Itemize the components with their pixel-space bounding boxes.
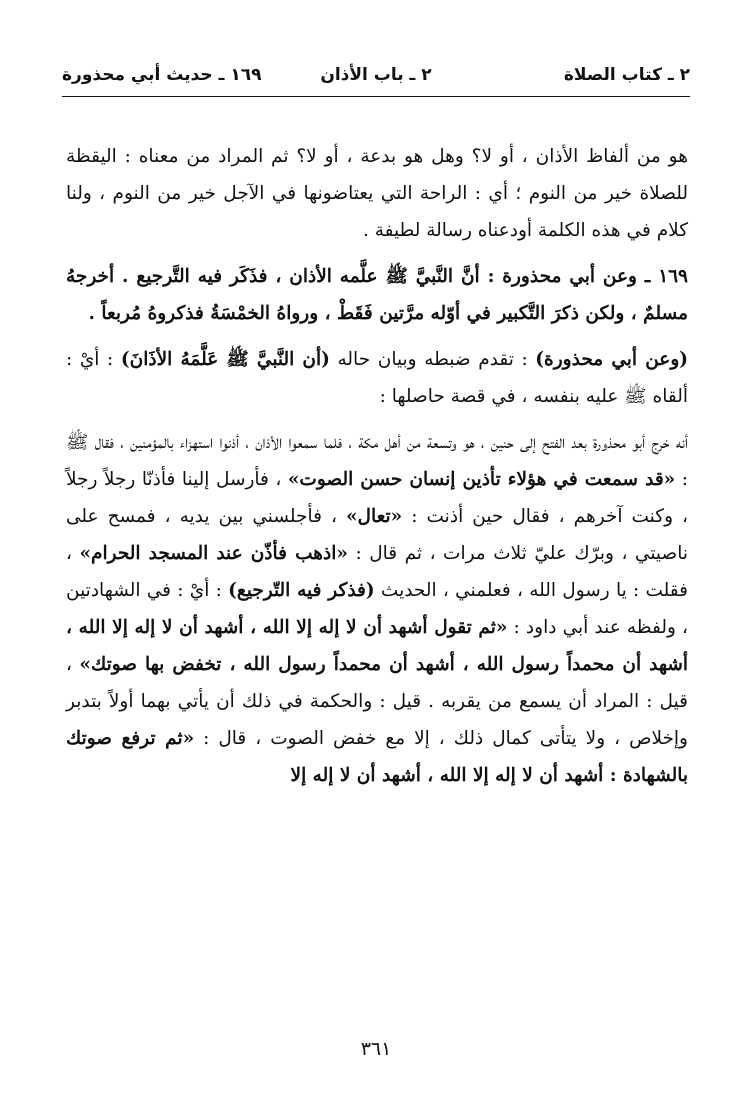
quoted-saying: «تعال»	[345, 506, 403, 527]
story-text: ، فأجلسني بين يديه ، فمسح على ناصيتي ، وبرّك عليّ ثلاث مرات ، ثم قال :	[66, 506, 689, 564]
quoted-matn: (فذكر فيه التّرجيع)	[228, 580, 375, 601]
story-text: : أيْ : في الشهادتين ، ولفظه عند أبي داود :	[66, 580, 688, 638]
quoted-saying: «قد سمعت في هؤلاء تأذين إنسان حسن الصوت»	[287, 469, 676, 490]
paragraph-story	[66, 424, 688, 794]
story-text: ، فقلت : يا رسول الله ، فعلمني ، الحديث	[66, 543, 689, 601]
quoted-saying: «ثم ترفع صوتك بالشهادة : أشهد أن لا إله إلا الله ، أشهد أن لا إله إلا	[66, 728, 688, 786]
header-chapter: ٢ ـ كتاب الصلاة	[563, 65, 690, 85]
story-text: أنه خرج أبو محذورة بعد الفتح إلى حنين ، هو وتسعة من أهل مكة ، فلما سمعوا الأذان ، أذنوا استهزاء بالمؤمنين ، فقال ﷺ :	[66, 432, 688, 490]
header-hadith-ref: ١٦٩ ـ حديث أبي محذورة	[62, 65, 262, 85]
quoted-narrator: (وعن أبي محذورة)	[535, 349, 689, 370]
header-divider	[62, 96, 690, 97]
story-text: ، فأرسل إلينا فأذنّا رجلاً رجلاً ، وكنت آخرهم ، فقال حين أذنت :	[66, 469, 688, 527]
running-header	[62, 58, 690, 92]
story-text: ، قيل : المراد أن يسمع من يقربه . قيل : والحكمة في ذلك أن يأتي بهما أولاً بتدبر وإخلاص ، ولا يتأتى كمال ذلك ، إلا مع خفض الصوت ، قال :	[66, 654, 688, 749]
quoted-saying: «اذهب فأذّن عند المسجد الحرام»	[79, 543, 348, 564]
header-section: ٢ ـ باب الأذان	[320, 65, 432, 85]
page-number: ٣٦١	[360, 1038, 392, 1060]
paragraph-commentary-continued: هو من ألفاظ الأذان ، أو لا؟ وهل هو بدعة ، أو لا؟ ثم المراد من معناه : اليقظة للصلاة خير من النوم ؛ أي : الراحة التي يعتاضونها في الآجل خير من النوم ، ولنا كلام في هذه الكلمة أودعناه رسالة لطيفة .	[66, 146, 688, 241]
explanation-text: : أيْ : ألقاه ﷺ عليه بنفسه ، في قصة حاصلها :	[66, 349, 688, 407]
paragraph-hadith-169: ١٦٩ ـ وعن أبي محذورة : أنَّ النَّبيَّ ﷺ علَّمه الأذان ، فذَكَر فيه التَّرجيع . أخرجهُ مسلمٌ ، ولكن ذكرَ التَّكبير في أوّله مرَّتين فَقَطْ ، ورواهُ الخمْسَةُ فذكروهُ مُربعاً .	[66, 266, 688, 324]
page-body	[66, 138, 688, 794]
paragraph-hadith-explanation	[66, 341, 688, 415]
quoted-matn: (أن النَّبيَّ ﷺ عَلَّمَهُ الأذَانَ)	[120, 349, 330, 370]
quoted-saying: «ثم تقول أشهد أن لا إله إلا الله ، أشهد أن لا إله إلا الله ، أشهد أن محمداً رسول الله ، أشهد أن محمداً رسول الله ، تخفض بها صوتك»	[66, 617, 688, 675]
explanation-text: : تقدم ضبطه وبيان حاله	[329, 349, 536, 370]
